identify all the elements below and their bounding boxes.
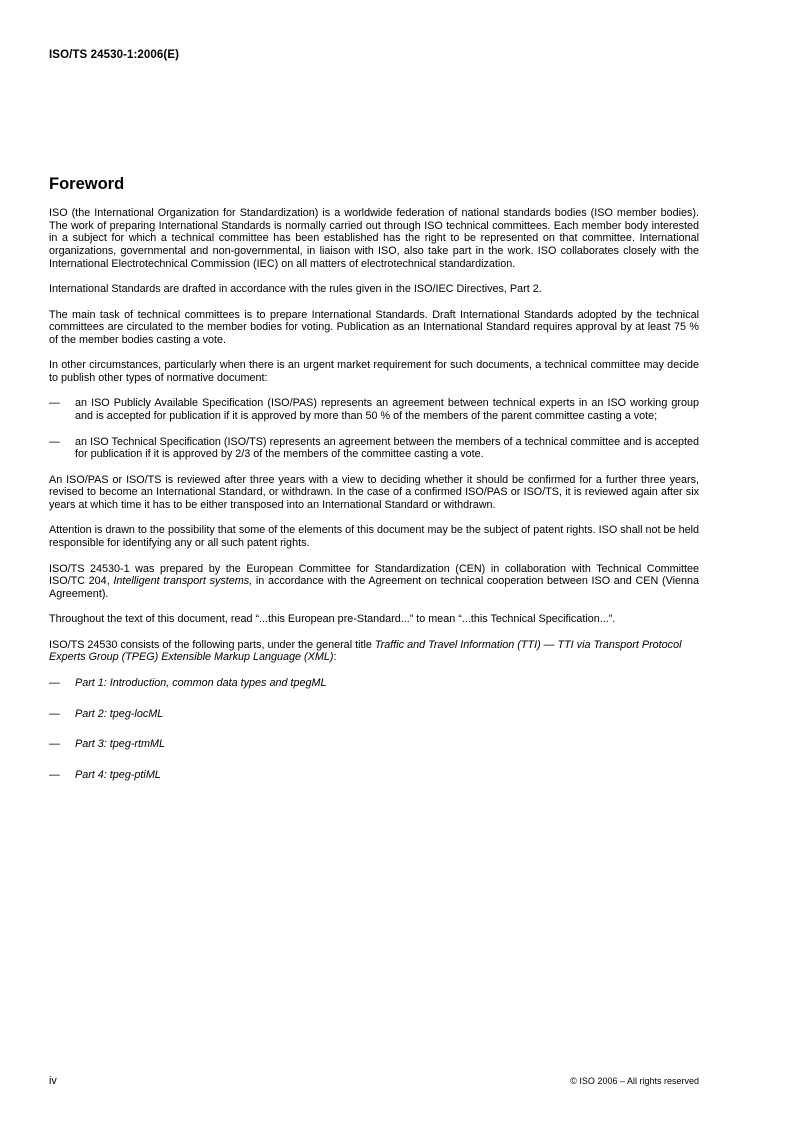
- dash-marker: —: [49, 397, 60, 410]
- part-title: Part 4: tpeg-ptiML: [75, 768, 161, 781]
- dash-marker: —: [49, 707, 60, 720]
- foreword-body: [49, 207, 699, 800]
- paragraph-patent-rights: Attention is drawn to the possibility that some of the elements of this document may be the subject of patent rights. ISO shall not be held responsible for identifying any or all such patent rights.: [49, 524, 699, 550]
- list-item-iso-ts: [49, 436, 699, 461]
- list-item-text: an ISO Technical Specification (ISO/TS) represents an agreement between the members of a technical committee and is accepted for publication if it is approved by 2/3 of the members of the committee casting a vote.: [75, 435, 699, 461]
- part-title: Part 2: tpeg-locML: [75, 707, 164, 720]
- general-title: Traffic and Travel Information (TTI) — TTI via Transport Protocol Experts Group (TPEG) Extensible Markup Language (XML): [49, 638, 682, 664]
- text-segment: :: [333, 651, 337, 664]
- page-number: iv: [49, 1075, 57, 1087]
- section-title: Foreword: [49, 175, 125, 193]
- list-item-text: an ISO Publicly Available Specification (ISO/PAS) represents an agreement between technical experts in an ISO working group and is accepted for publication if it is approved by more than 50 % of the members of the parent committee casting a vote;: [75, 397, 699, 423]
- dash-marker: —: [49, 435, 60, 448]
- copyright-notice: © ISO 2006 – All rights reserved: [570, 1076, 699, 1086]
- dash-marker: —: [49, 768, 60, 781]
- text-segment: ISO/TS 24530 consists of the following parts, under the general title: [49, 638, 375, 651]
- part-title: Part 3: tpeg-rtmML: [75, 738, 166, 751]
- document-identifier: ISO/TS 24530-1:2006(E): [49, 49, 180, 61]
- paragraph-directives: International Standards are drafted in accordance with the rules given in the ISO/IEC Directives, Part 2.: [49, 283, 542, 296]
- part-list-item: [49, 708, 699, 721]
- part-list-item: [49, 769, 699, 782]
- paragraph-other-circumstances: In other circumstances, particularly when there is an urgent market requirement for such documents, a technical committee may decide to publish other types of normative document:: [49, 359, 699, 385]
- list-item-iso-pas: [49, 397, 699, 422]
- part-title: Part 1: Introduction, common data types and tpegML: [75, 676, 327, 689]
- paragraph-iso-intro: ISO (the International Organization for Standardization) is a worldwide federation of national standards bodies (ISO member bodies). The work of preparing International Standards is normally carried out through ISO technical committees. Each member body interested in a subject for which a technical committee has been established has the right to be represented on that committee. International organizations, governmental and non-governmental, in liaison with ISO, also take part in the work. ISO collaborates closely with the International Electrotechnical Commission (IEC) on all matters of electrotechnical standardization.: [49, 207, 699, 270]
- dash-marker: —: [49, 738, 60, 751]
- paragraph-parts-intro: [49, 639, 699, 664]
- paragraph-read-as: Throughout the text of this document, read “...this European pre-Standard...” to mean “...this Technical Specification...”.: [49, 613, 616, 626]
- paragraph-review: An ISO/PAS or ISO/TS is reviewed after three years with a view to deciding whether it should be confirmed for a further three years, revised to become an International Standard, or withdrawn. In the case of a confirmed ISO/PAS or ISO/TS, it is reviewed again after six years at which time it has to be either transposed into an International Standard or withdrawn.: [49, 473, 699, 512]
- text-segment: in accordance with the Agreement on technical cooperation between ISO and CEN (Vienna Agreement).: [49, 575, 699, 600]
- part-list-item: [49, 738, 699, 751]
- dash-marker: —: [49, 676, 60, 689]
- text-segment: ISO/TS 24530-1 was prepared by the European Committee for Standardization (CEN) in collaboration with Technical Committee ISO/TC 204,: [49, 562, 699, 588]
- part-list-item: [49, 677, 699, 690]
- committee-title: Intelligent transport systems,: [113, 575, 253, 588]
- paragraph-prepared-by: [49, 563, 699, 601]
- paragraph-main-task: The main task of technical committees is to prepare International Standards. Draft International Standards adopted by the technical committees are circulated to the member bodies for voting. Publication as an International Standard requires approval by at least 75 % of the member bodies casting a vote.: [49, 308, 699, 346]
